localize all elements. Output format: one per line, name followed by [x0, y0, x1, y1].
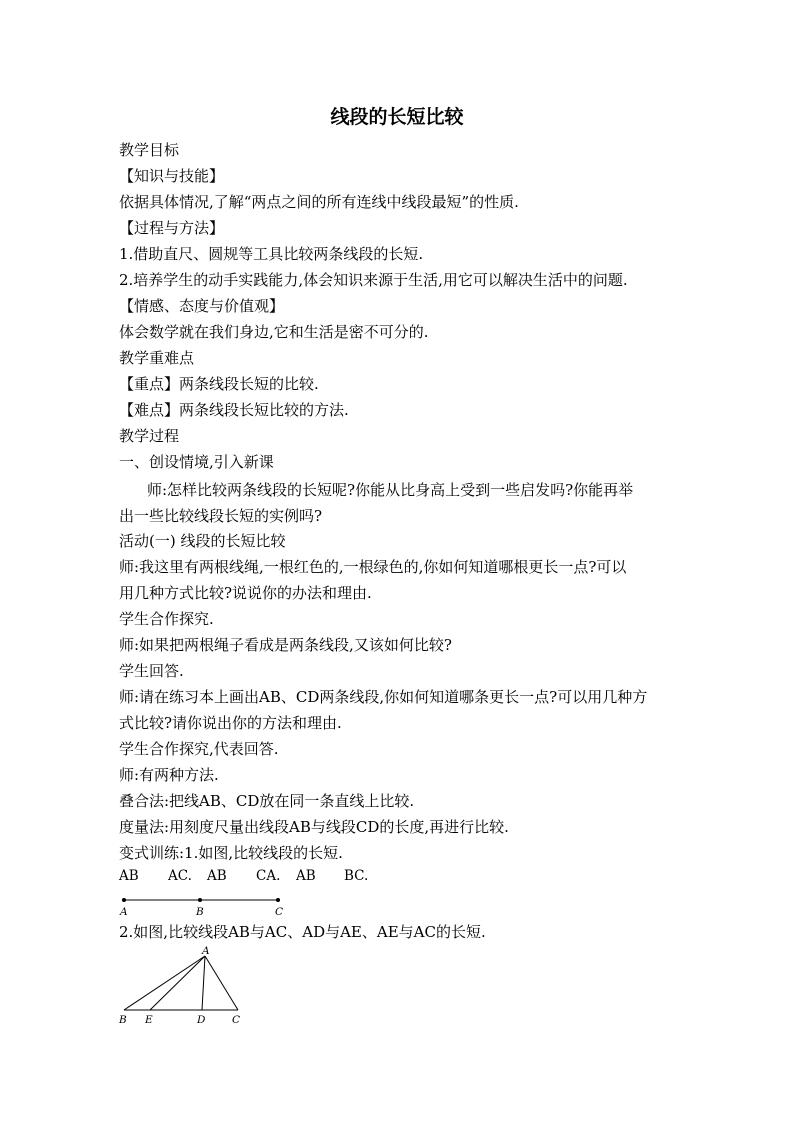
- comparison-item: AB: [119, 868, 139, 884]
- point-a: [122, 898, 126, 902]
- text-line: 【重点】两条线段长短的比较.: [119, 375, 319, 393]
- text-line: 体会数学就在我们身边,它和生活是密不可分的.: [119, 323, 429, 341]
- heading-teaching-process: 教学过程: [119, 427, 180, 445]
- comparison-item: AC.: [168, 868, 192, 884]
- text-line: 学生合作探究.: [119, 610, 214, 628]
- text-line: 度量法:用刻度尺量出线段AB与线段CD的长度,再进行比较.: [119, 818, 509, 836]
- text-line: 变式训练:1.如图,比较线段的长短.: [119, 844, 343, 862]
- text-line: 叠合法:把线AB、CD放在同一条直线上比较.: [119, 792, 415, 810]
- label-e: E: [145, 1014, 153, 1026]
- text-line: 师:我这里有两根线绳,一根红色的,一根绿色的,你如何知道哪根更长一点?可以: [119, 558, 627, 576]
- comparison-item: AB: [296, 868, 316, 884]
- text-line: 用几种方式比较?说说你的办法和理由.: [119, 584, 372, 602]
- text-line: 学生合作探究,代表回答.: [119, 740, 279, 758]
- label-c: C: [275, 906, 284, 918]
- side-ad: [202, 956, 205, 1010]
- segment-figure: [114, 892, 294, 922]
- text-line: 学生回答.: [119, 662, 184, 680]
- label-b: B: [196, 906, 204, 918]
- point-b: [198, 898, 202, 902]
- text-line: 一、创设情境,引入新课: [119, 453, 274, 471]
- text-line: 【难点】两条线段长短比较的方法.: [119, 401, 349, 419]
- text-line: 1.借助直尺、圆规等工具比较两条线段的长短.: [119, 245, 424, 263]
- section-knowledge-skills: 【知识与技能】: [119, 167, 225, 185]
- page-title: 线段的长短比较: [330, 106, 464, 128]
- text-line: 师:请在练习本上画出AB、CD两条线段,你如何知道哪条更长一点?可以用几种方: [119, 688, 648, 706]
- side-ac: [205, 956, 238, 1010]
- point-c: [276, 898, 280, 902]
- comparison-item: BC.: [344, 868, 369, 884]
- activity-heading: 活动(一) 线段的长短比较: [119, 532, 286, 550]
- side-ae: [150, 956, 205, 1010]
- comparison-item: CA.: [256, 868, 281, 884]
- comparison-item: AB: [207, 868, 227, 884]
- text-line: 师:有两种方法.: [119, 766, 219, 784]
- section-process-method: 【过程与方法】: [119, 219, 225, 237]
- text-line: 师:怎样比较两条线段的长短呢?你能从比身高上受到一些启发吗?你能再举: [147, 481, 634, 499]
- side-ab: [124, 956, 205, 1010]
- label-d: D: [197, 1014, 206, 1026]
- triangle-figure: [114, 944, 254, 1028]
- section-attitude-values: 【情感、态度与价值观】: [119, 297, 285, 315]
- heading-teaching-goals: 教学目标: [119, 141, 180, 159]
- label-b: B: [119, 1014, 127, 1026]
- label-c: C: [232, 1014, 241, 1026]
- text-line: 出一些比较线段长短的实例吗?: [119, 507, 323, 525]
- text-line: 依据具体情况,了解“两点之间的所有连线中线段最短”的性质.: [119, 193, 519, 211]
- text-line: 式比较?请你说出你的方法和理由.: [119, 714, 342, 732]
- text-line: 2.培养学生的动手实践能力,体会知识来源于生活,用它可以解决生活中的问题.: [119, 271, 628, 289]
- heading-key-difficult: 教学重难点: [119, 349, 195, 367]
- question-2: 2.如图,比较线段AB与AC、AD与AE、AE与AC的长短.: [119, 923, 486, 941]
- label-a: A: [120, 906, 128, 918]
- label-a: A: [202, 945, 210, 957]
- text-line: 师:如果把两根绳子看成是两条线段,又该如何比较?: [119, 636, 452, 654]
